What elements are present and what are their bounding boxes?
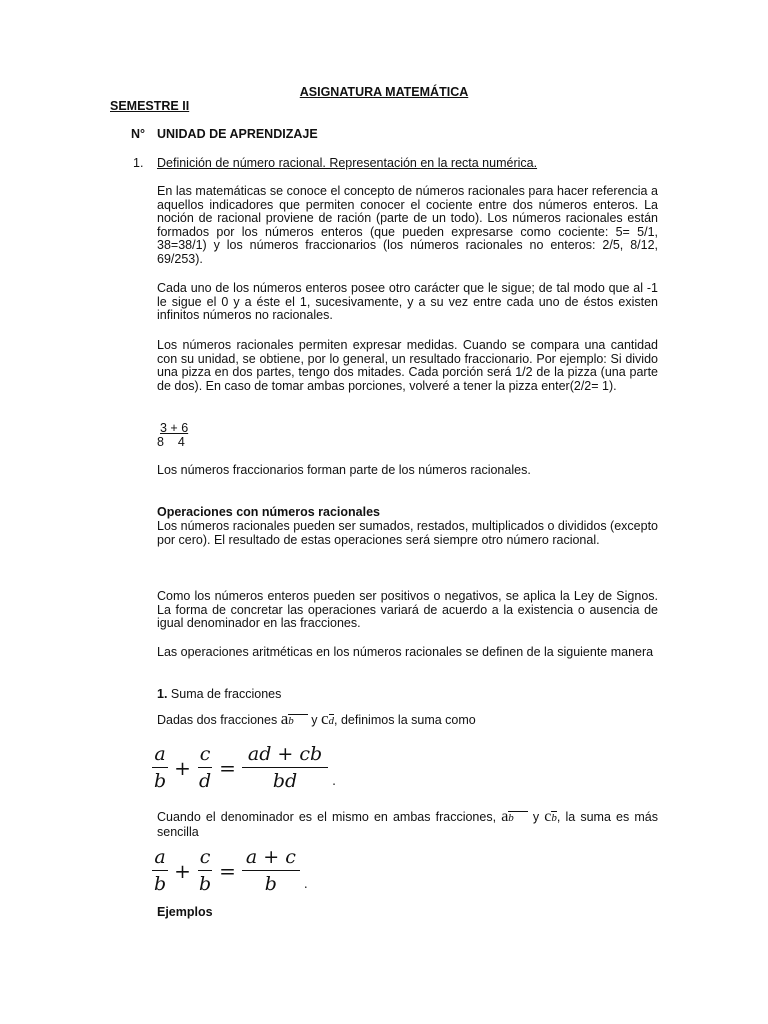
given-fractions-line bbox=[157, 709, 476, 729]
and-word-2: y bbox=[532, 810, 540, 824]
fraction-sum-numerators: 3 + 6 bbox=[160, 421, 189, 435]
formula1-frac-ab: a b bbox=[154, 743, 167, 792]
sum-heading-number: 1. bbox=[157, 687, 168, 701]
item-title: Definición de número racional. Representación en la recta numérica. bbox=[157, 156, 538, 170]
fraction-c-over-d: cd bbox=[320, 709, 334, 728]
formula1-result: $\frac{ad + cb}{bd}$ bbox=[242, 743, 328, 792]
given-suffix: , definimos la suma como bbox=[334, 713, 476, 727]
plus-sign: + bbox=[174, 755, 191, 780]
paragraph-definition: En las matemáticas se conoce el concepto de números racionales para hacer referencia a aquellos indicadores que permiten conocer el cociente entre dos números enteros. La noción de racional proviene de ración (parte de un todo). Los números racionales están formados por los números enteros (que pueden expresarse como cociente: 5= 5/1, 38=38/1) y los números fraccionarios (los números racionales no enteros: 2/5, 8/12, 69/253). bbox=[157, 184, 658, 266]
fraction-a-over-b-same: ab bbox=[501, 808, 528, 825]
equals-sign-2: = bbox=[219, 858, 236, 883]
sum-heading-text: Suma de fracciones bbox=[167, 687, 282, 701]
paragraph-fractional-numbers: Los números fraccionarios forman parte de los números racionales. bbox=[157, 463, 531, 477]
document-title: ASIGNATURA MATEMÁTICA bbox=[299, 85, 469, 99]
formula1-frac-cd: $\frac{c}{d}$ bbox=[198, 743, 212, 792]
number-column-header: N° bbox=[131, 127, 146, 141]
fraction-a-over-b: ab bbox=[281, 709, 308, 728]
formula2-result: $\frac{a + c}{b}$ bbox=[242, 846, 300, 895]
paragraph-operations: Los números racionales pueden ser sumados, restados, multiplicados o divididos (excepto por cero). El resultado de estas operaciones será siempre otro número racional. bbox=[157, 519, 658, 547]
formula2-frac-ab: a b bbox=[154, 846, 167, 895]
sum-formula-general: a b + $\frac{c}{d}$ = $\frac{ad + cb}{bd}$ . bbox=[154, 743, 336, 792]
same-denominator-suffix: , la suma es más sencilla bbox=[157, 810, 658, 839]
paragraph-measures: Los números racionales permiten expresar medidas. Cuando se compara una cantidad con su unidad, se obtiene, por lo general, un resultado fraccionario. Por ejemplo: Si divido una pizza en dos partes, tengo dos mitades. Cada porción será 1/2 de la pizza (una parte de dos). En caso de tomar ambas porciones, volveré a tener la pizza enter(2/2= 1). bbox=[157, 338, 658, 393]
paragraph-arithmetic: Las operaciones aritméticas en los números racionales se definen de la siguiente manera bbox=[157, 645, 654, 659]
fraction-c-over-b-same: cb bbox=[544, 808, 557, 825]
sum-heading bbox=[157, 688, 281, 702]
same-denominator-line bbox=[157, 810, 658, 839]
sum-formula-same-denominator: a b + $\frac{c}{b}$ = $\frac{a + c}{b}$ . bbox=[154, 846, 308, 895]
equals-sign: = bbox=[219, 755, 236, 780]
given-prefix: Dadas dos fracciones bbox=[157, 713, 281, 727]
plus-sign-2: + bbox=[174, 858, 191, 883]
formula2-frac-cb: $\frac{c}{b}$ bbox=[198, 846, 212, 895]
and-word: y bbox=[311, 713, 318, 727]
fraction-sum-denominators: 8 4 bbox=[157, 434, 185, 449]
operations-heading: Operaciones con números racionales bbox=[157, 505, 380, 519]
fraction-sum-example bbox=[157, 422, 197, 449]
paragraph-integers: Cada uno de los números enteros posee otro carácter que le sigue; de tal modo que al -1 le sigue el 0 y a éste el 1, sucesivamente, y a su vez entre cada uno de éstos existen infinitos números no racionales. bbox=[157, 281, 658, 323]
same-denominator-prefix: Cuando el denominador es el mismo en ambas fracciones, bbox=[157, 810, 502, 824]
examples-heading: Ejemplos bbox=[157, 905, 213, 919]
unit-column-header: UNIDAD DE APRENDIZAJE bbox=[157, 127, 318, 141]
paragraph-signs: Como los números enteros pueden ser positivos o negativos, se aplica la Ley de Signos. La forma de concretar las operaciones variará de acuerdo a la existencia o ausencia de igual denominador en las fracciones. bbox=[157, 589, 658, 631]
semester-label: SEMESTRE II bbox=[110, 99, 190, 113]
item-number: 1. bbox=[133, 156, 144, 170]
